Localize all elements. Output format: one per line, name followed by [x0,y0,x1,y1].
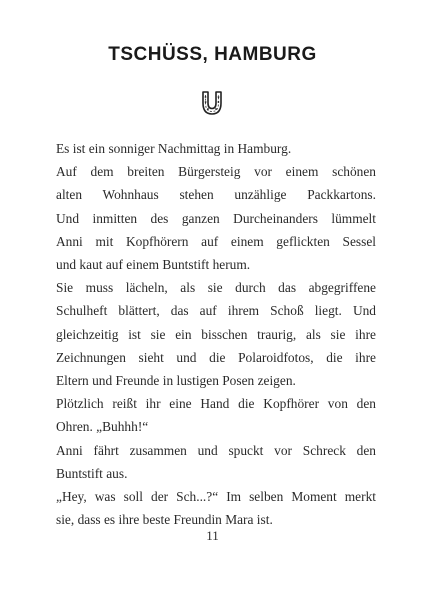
page-number: 11 [206,528,219,543]
text-line: Anni mit Kopfhörern auf einem geflickten Sessel [56,233,376,249]
text-line: Schulheft blättert, das auf ihrem Schoß liegt. Und [56,303,376,319]
text-line: und kaut auf einem Buntstift herum. [56,257,251,273]
text-line: Ohren. „Buhhh!“ [56,419,149,435]
text-line: Und inmitten des ganzen Durcheinanders lümmelt [56,210,376,226]
text-line: Plötzlich reißt ihr eine Hand die Kopfhörer von den [56,396,376,412]
text-line: Eltern und Freunde in lustigen Posen zeigen. [56,373,296,389]
text-line: Sie muss lächeln, als sie durch das abgegriffene [56,280,376,296]
text-line: gleichzeitig ist sie ein bisschen traurig, als sie ihre [56,326,376,342]
text-line: alten Wohnhaus stehen unzählige Packkartons. [56,187,376,203]
chapter-title: TSCHÜSS, HAMBURG [108,44,317,65]
text-line: Es ist ein sonniger Nachmittag in Hamburg. [56,141,292,156]
text-line: „Hey, was soll der Sch...?“ Im selben Moment merkt [56,489,376,505]
text-line: Buntstift aus. [56,465,128,481]
story-text [56,137,376,531]
horseshoe-icon [197,88,227,118]
text-line: Zeichnungen sieht und die Polaroidfotos, die ihre [56,349,376,365]
text-line: Anni fährt zusammen und spuckt vor Schreck den [56,442,376,458]
text-line: sie, dass es ihre beste Freundin Mara ist. [56,512,273,528]
text-line: Auf dem breiten Bürgersteig vor einem schönen [56,164,376,180]
